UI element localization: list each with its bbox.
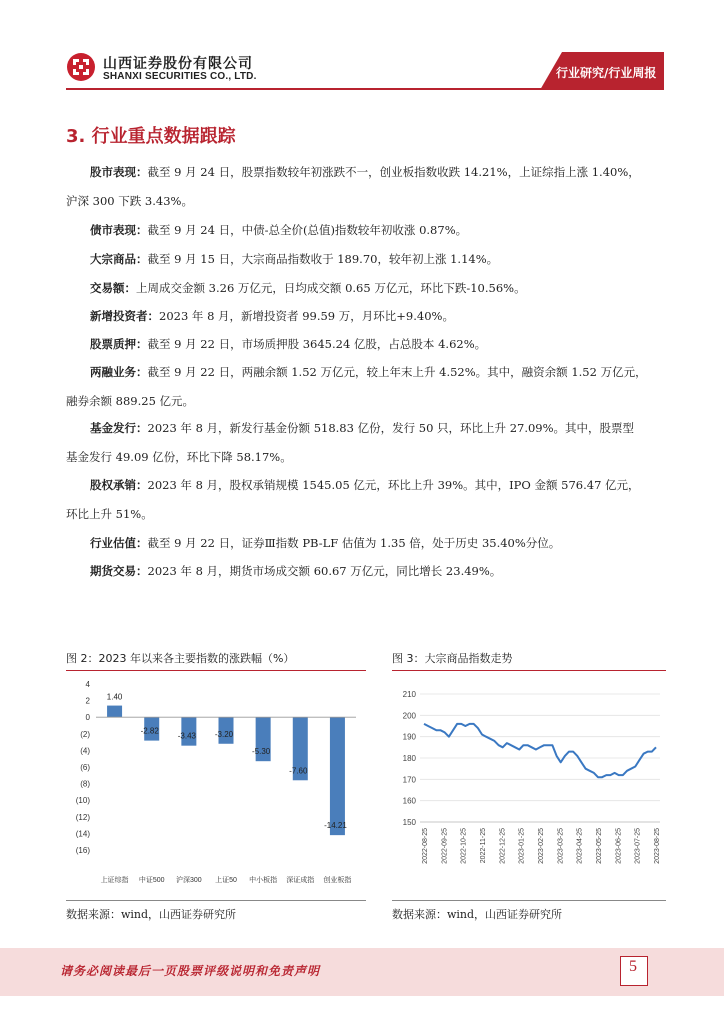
data-label: -5.30 (252, 747, 271, 757)
x-tick-label: 创业板指 (323, 877, 352, 884)
company-name-en: SHANXI SECURITIES CO., LTD. (103, 71, 257, 82)
paragraph-commodity: 大宗商品：截至 9 月 15 日，大宗商品指数收于 189.70，较年初上涨 1.14%。 (90, 252, 499, 266)
fig2-title: 图 2：2023 年以来各主要指数的涨跌幅（%） (66, 652, 295, 665)
data-label: 1.40 (106, 692, 123, 702)
x-tick-label: 2022-09-25 (441, 828, 449, 864)
x-tick-label: 中小板指 (249, 877, 278, 884)
y-tick-label: 4 (85, 680, 90, 689)
paragraph-stock-market: 股市表现：截至 9 月 24 日，股票指数较年初涨跌不一，创业板指数收跌 14.21%，上证综指上涨 1.40%， 沪深 300 下跌 3.43%。 (66, 165, 640, 208)
x-tick-label: 2022-10-25 (460, 828, 468, 864)
x-tick-label: 上证综指 (100, 877, 129, 884)
x-tick-label: 深证成指 (286, 877, 315, 884)
data-label: -2.82 (140, 726, 159, 736)
fig2-top-rule (66, 670, 366, 671)
bar-chart (66, 674, 366, 896)
x-tick-label: 沪深300 (176, 877, 202, 884)
paragraph-turnover: 交易额：上周成交金额 3.26 万亿元，日均成交额 0.65 万亿元，环比下跌-10.56%。 (90, 281, 526, 295)
bar (330, 717, 345, 835)
fig3-source: 数据来源：wind，山西证券研究所 (392, 908, 563, 921)
y-tick-label: (12) (75, 812, 90, 822)
y-tick-label: 0 (85, 713, 90, 723)
fig3-top-rule (392, 670, 666, 671)
fig2-source: 数据来源：wind，山西证券研究所 (66, 908, 237, 921)
y-tick-label: 210 (402, 690, 416, 699)
y-tick-label: (4) (80, 746, 90, 756)
bar (107, 706, 122, 718)
company-name-cn: 山西证券股份有限公司 (103, 56, 253, 72)
y-tick-label: 160 (402, 796, 416, 806)
y-tick-label: 170 (402, 775, 416, 785)
x-tick-label: 2022-11-25 (480, 828, 487, 864)
x-tick-label: 2023-02-25 (538, 828, 545, 864)
paragraph-underwriting: 股权承销：2023 年 8 月，股权承销规模 1545.05 亿元，环比上升 39%。其中，IPO 金额 576.47 亿元， 环比上升 51%。 (66, 478, 640, 521)
x-tick-label: 2023-08-25 (654, 828, 661, 864)
y-tick-label: (2) (80, 729, 90, 739)
y-tick-label: 200 (402, 711, 416, 721)
paragraph-bond-market: 债市表现：截至 9 月 24 日，中债-总全价(总值)指数较年初收涨 0.87%。 (90, 223, 468, 237)
paragraph-stock-pledge: 股票质押：截至 9 月 22 日，市场质押股 3645.24 亿股，占总股本 4.62%。 (90, 337, 487, 351)
paragraph-margin: 两融业务：截至 9 月 22 日，两融余额 1.52 万亿元，较上年末上升 4.52%。其中，融资余额 1.52 万亿元， 融券余额 889.25 亿元。 (66, 365, 647, 408)
data-label: -3.43 (177, 731, 196, 741)
y-tick-label: 190 (402, 732, 416, 742)
series-line (424, 724, 656, 777)
x-tick-label: 2023-04-25 (576, 828, 584, 864)
y-tick-label: (16) (75, 846, 90, 855)
x-tick-label: 2023-07-25 (634, 828, 642, 864)
header-divider (66, 88, 664, 90)
y-tick-label: 2 (85, 696, 90, 706)
section-title: 3. 行业重点数据跟踪 (66, 126, 236, 147)
company-logo (66, 52, 96, 82)
line-chart (392, 674, 666, 896)
y-tick-label: (6) (80, 763, 90, 772)
y-tick-label: (14) (75, 829, 90, 839)
x-tick-label: 2023-06-25 (615, 828, 623, 864)
data-label: -14.21 (324, 821, 347, 831)
y-tick-label: (8) (80, 779, 90, 789)
data-label: -7.60 (289, 766, 308, 776)
paragraph-valuation: 行业估值：截至 9 月 22 日，证券Ⅲ指数 PB-LF 估值为 1.35 倍，处于历史 35.40%分位。 (90, 536, 561, 550)
page-number: 5 (629, 958, 637, 975)
x-tick-label: 2022-08-25 (422, 828, 429, 864)
data-label: -3.20 (214, 729, 234, 739)
footer-disclaimer: 请务必阅读最后一页股票评级说明和免责声明 (60, 964, 321, 978)
fig3-title: 图 3：大宗商品指数走势 (392, 652, 513, 665)
x-tick-label: 2023-01-25 (518, 828, 526, 864)
x-tick-label: 2023-05-25 (596, 828, 603, 864)
fig2-bottom-rule (66, 900, 366, 901)
paragraph-fund-issue: 基金发行：2023 年 8 月，新发行基金份额 518.83 亿份，发行 50 只，环比上升 27.09%。其中，股票型 基金发行 49.09 亿份，环比下降 58.17%。 (66, 421, 635, 464)
paragraph-futures: 期货交易：2023 年 8 月，期货市场成交额 60.67 万亿元，同比增长 23.49%。 (90, 564, 502, 578)
paragraph-new-investors: 新增投资者：2023 年 8 月，新增投资者 99.59 万，月环比+9.40%。 (90, 309, 454, 323)
x-tick-label: 上证50 (215, 877, 237, 884)
x-tick-label: 中证500 (138, 877, 165, 884)
y-tick-label: (10) (75, 796, 90, 806)
x-tick-label: 2022-12-25 (499, 828, 507, 864)
y-tick-label: 150 (402, 818, 416, 827)
x-tick-label: 2023-03-25 (557, 828, 565, 864)
y-tick-label: 180 (402, 754, 416, 763)
fig3-bottom-rule (392, 900, 666, 901)
header-tag: 行业研究/行业周报 (556, 66, 657, 80)
